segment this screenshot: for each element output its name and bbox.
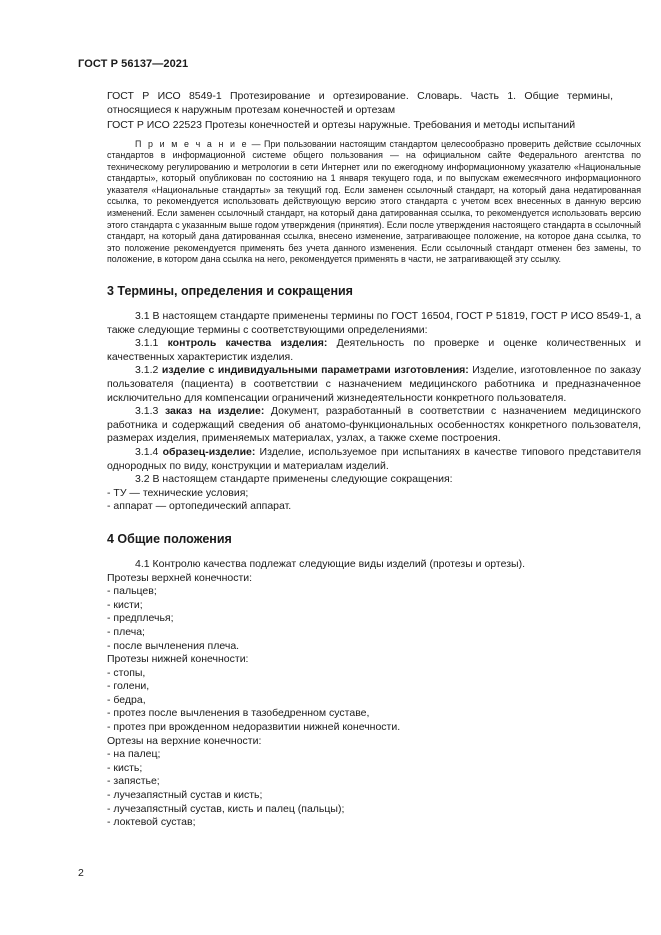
list-line: - локтевой сустав; (107, 816, 196, 829)
list-line: - предплечья; (107, 612, 174, 625)
abbreviation-item: - ТУ — технические условия; (107, 486, 249, 499)
list-line: - кисти; (107, 598, 143, 611)
list-line: - стопы, (107, 666, 146, 679)
term-number: 3.1.4 (135, 445, 163, 458)
term-definition: Деятельность по проверке и оценке количественных и качественных характеристик изделия. (107, 337, 641, 363)
section-4-title: 4 Общие положения (107, 531, 232, 546)
list-line: Ортезы на верхние конечности: (107, 734, 262, 747)
list-line: - после вычленения плеча. (107, 639, 240, 652)
term-3-1-4 (107, 446, 641, 473)
term-3-1-2 (107, 364, 641, 405)
term-3-1-1 (107, 337, 641, 364)
paragraph-3-1: 3.1 В настоящем стандарте применены термины по ГОСТ 16504, ГОСТ Р 51819, ГОСТ Р ИСО 8549-1, а также следующие термины с соответствующими определениями: (107, 310, 641, 336)
document-id: ГОСТ Р 56137—2021 (78, 58, 189, 70)
list-line: Протезы нижней конечности: (107, 653, 249, 666)
list-line: - запястье; (107, 775, 160, 788)
list-line: - на палец; (107, 748, 161, 761)
term-definition: Изделие, изготовленное по заказу пользователя (пациента) в соответствии с назначением медицинского работника и предназначенное исключительно для компенсации ограничений жизнедеятельности конкретного пользователя. (107, 364, 641, 404)
section-3-title: 3 Термины, определения и сокращения (107, 284, 353, 299)
list-line: - пальцев; (107, 585, 157, 598)
reference-22523: ГОСТ Р ИСО 22523 Протезы конечностей и ортезы наружные. Требования и методы испытаний (107, 119, 576, 131)
page-number: 2 (78, 867, 84, 879)
list-line: Протезы верхней конечности: (107, 571, 253, 584)
term-3-1-3 (107, 405, 641, 446)
note-label: П р и м е ч а н и е (135, 138, 249, 149)
term-number: 3.1.2 (135, 364, 162, 377)
list-line: - бедра, (107, 693, 146, 706)
list-line: - протез после вычленения в тазобедренном суставе, (107, 707, 370, 720)
abbreviation-item: - аппарат — ортопедический аппарат. (107, 500, 292, 513)
note-paragraph (107, 139, 641, 267)
list-line: - протез при врожденном недоразвитии нижней конечности. (107, 721, 401, 734)
term-name: контроль качества изделия: (167, 337, 328, 350)
list-line: - лучезапястный сустав и кисть; (107, 789, 263, 802)
paragraph-4-1: 4.1 Контролю качества подлежат следующие виды изделий (протезы и ортезы). (135, 557, 525, 570)
page-content (107, 90, 641, 830)
list-line: - лучезапястный сустав, кисть и палец (пальцы); (107, 802, 345, 815)
term-definition: Документ, разработанный в соответствии с назначением медицинского работника и содержащий сведения об анатомо-функциональных особенностях конкретного пользователя, размерах изделия, применяемых материалах, узлах, а также схеме построения. (107, 405, 641, 445)
list-line: - плеча; (107, 625, 145, 638)
reference-8549-1: ГОСТ Р ИСО 8549-1 Протезирование и ортезирование. Словарь. Часть 1. Общие термины, относящиеся к наружным протезам конечностей и ортезам (107, 90, 613, 116)
term-name: изделие с индивидуальными параметрами изготовления: (161, 364, 469, 377)
term-name: образец-изделие: (162, 445, 256, 458)
list-line: - кисть; (107, 761, 143, 774)
term-number: 3.1.3 (135, 405, 165, 418)
term-name: заказ на изделие: (164, 405, 265, 418)
term-number: 3.1.1 (135, 337, 168, 350)
paragraph-3-2: 3.2 В настоящем стандарте применены следующие сокращения: (135, 473, 453, 486)
note-text: — При пользовании настоящим стандартом целесообразно проверить действие ссылочных стандартов в информационной системе общего пользования — на официальном сайте Федерального агентства по техническому регулированию и метрологии в сети Интернет или по ежегодному информационному указателю «Национальные стандарты», который опубликован по состоянию на 1 января текущего года, и по выпускам ежемесячного информационного указателя «Национальные стандарты» за текущий год. Если заменен ссылочный стандарт, на который дана недатированная ссылка, то рекомендуется использовать действующую версию этого стандарта с учетом всех внесенных в данную версию изменений. Если заменен ссылочный стандарт, на который дана датированная ссылка, то рекомендуется использовать версию этого стандарта с указанным выше годом утверждения (принятия). Если после утверждения настоящего стандарта в ссылочный стандарт, на который дана датированная ссылка, внесено изменение, затрагивающее положение, на которое дана ссылка, то это положение рекомендуется применять без учета данного изменения. Если ссылочный стандарт отменен без замены, то положение, в котором дана ссылка на него, рекомендуется применять в части, не затрагивающей эту ссылку. (107, 138, 641, 265)
list-line: - голени, (107, 680, 150, 693)
term-definition: Изделие, используемое при испытаниях в качестве типового представителя однородных по виду, конструкции и материалам изделий. (107, 445, 641, 472)
